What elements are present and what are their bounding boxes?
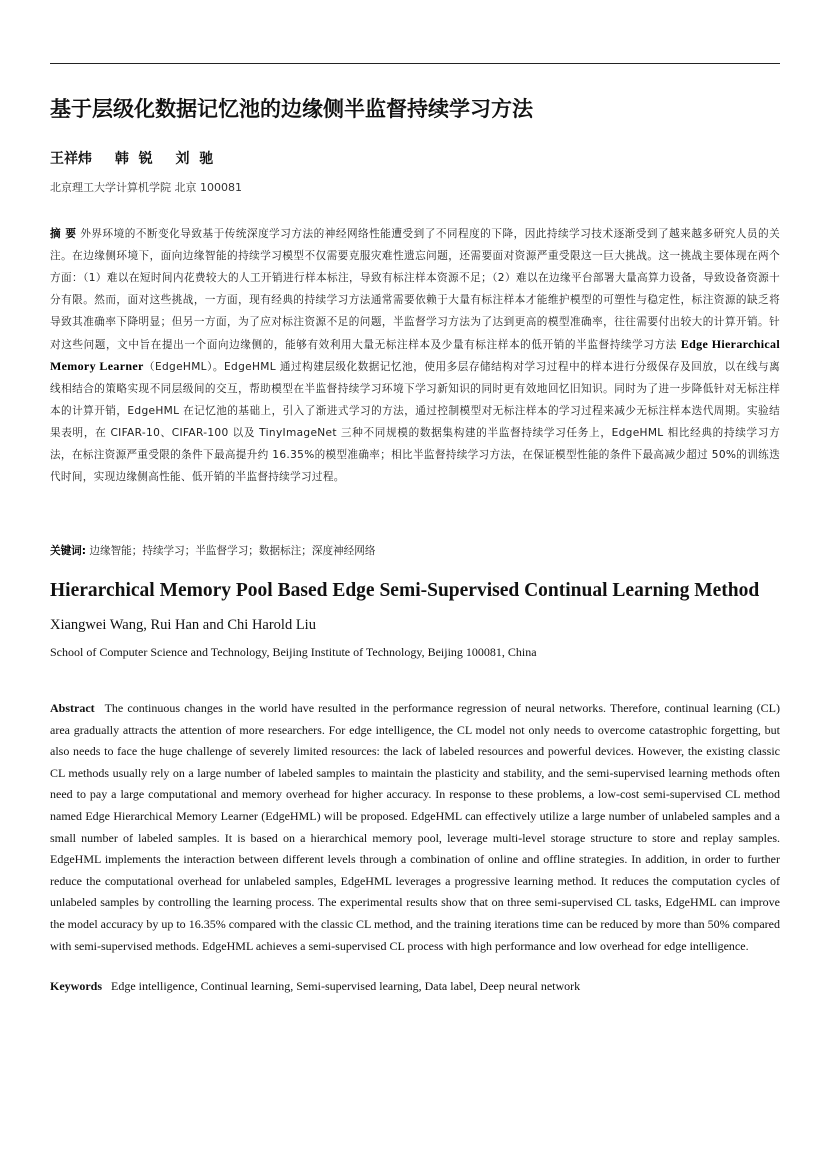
chinese-abstract-text-2: （EdgeHML）。EdgeHML 通过构建层级化数据记忆池，使用多层存储结构对学习过程中的样本进行分级保存及回放，以在线与离线相结合的策略实现不同层级间的交互，帮助模型在半监督持续学习环境下学习新知识的同时更有效地回忆旧知识。同时为了进一步降低针对无标注样本的计算开销，EdgeHML 在记忆池的基础上，引入了渐进式学习的方法，通过控制模型对无标注样本的学习过程来减少无标注样本迭代周期。实验结果表明，在 CIFAR-10、CIFAR-100 以及 TinyImageNet 三种不同规模的数据集构建的半监督持续学习任务上，EdgeHML 相比经典的持续学习方法，在标注资源严重受限的条件下最高提升约 16.35%的模型准确率；相比半监督持续学习方法，在保证模型性能的条件下最高减少超过 50%的训练迭代时间，实现边缘侧高性能、低开销的半监督持续学习过程。 — [50, 361, 781, 483]
chinese-authors — [50, 148, 231, 168]
chinese-abstract — [50, 224, 780, 489]
english-abstract-text: The continuous changes in the world have resulted in the performance regression of neural networks. Therefore, continual learning (CL) area gradually attracts the attention of more researchers. For edge intelligence, the CL model not only needs to overcome catastrophic forgetting, but also needs to face the huge challenge of severely limited resources: the lack of labeled resources and powerful devices. However, the existing classic CL methods usually rely on a large number of labeled samples to maintain the plasticity and stability, and the semi-supervised learning methods often need to pay a large computational and memory overhead for higher accuracy. In response to these problems, a low-cost semi-supervised CL method named Edge Hierarchical Memory Learner (EdgeHML) will be proposed. EdgeHML can effectively utilize a large number of unlabeled samples and a small number of labeled samples. It is based on a hierarchical memory pool, leverage multi-level storage structure to store and replay samples. EdgeHML implements the interaction between different levels through a combination of online and offline strategies. In addition, in order to further reduce the computational overhead for unlabeled samples, EdgeHML leverages a progressive learning method. It reduces the computation cycles of unlabeled samples by controlling the learning process. The experimental results show that on three semi-supervised CL tasks, EdgeHML can improve the model accuracy by up to 16.35% compared with the classic CL method, and the training iterations time can be reduced by more than 50% compared with semi-supervised methods. EdgeHML achieves a semi-supervised CL process with high performance and low overhead for edge intelligence. — [50, 701, 780, 953]
english-authors: Xiangwei Wang, Rui Han and Chi Harold Liu — [50, 617, 316, 633]
english-keywords — [50, 979, 580, 994]
author-1: 王祥炜 — [50, 151, 92, 167]
author-3: 刘 驰 — [175, 151, 214, 167]
header-rule — [50, 63, 780, 64]
chinese-title: 基于层级化数据记忆池的边缘侧半监督持续学习方法 — [50, 97, 533, 121]
chinese-affiliation: 北京理工大学计算机学院 北京 100081 — [50, 181, 242, 194]
chinese-abstract-label: 摘 要 — [50, 228, 77, 240]
english-abstract-label: Abstract — [50, 701, 95, 715]
chinese-abstract-text-1: 外界环境的不断变化导致基于传统深度学习方法的神经网络性能遭受到了不同程度的下降，因此持续学习技术逐渐受到了越来越多研究人员的关注。在边缘侧环境下，面向边缘智能的持续学习模型不仅需要克服灾难性遗忘问题，还需要面对资源严重受限这一巨大挑战。这一挑战主要体现在两个方面：（1）难以在短时间内花费较大的人工开销进行样本标注，导致有标注样本资源不足；（2）难以在边缘平台部署大量高算力设备，导致设备资源十分有限。然而，面对这些挑战，一方面，现有经典的持续学习方法通常需要依赖于大量有标注样本才能维护模型的可塑性与稳定性，标注资源的缺乏将导致其准确率下降明显；但另一方面，为了应对标注资源不足的问题，半监督学习方法为了达到更高的模型准确率，往往需要付出较大的计算开销。针对这些问题，文中旨在提出一个面向边缘侧的，能够有效利用大量无标注样本及少量有标注样本的低开销的半监督持续学习方法 — [50, 228, 781, 351]
english-keywords-label: Keywords — [50, 979, 102, 993]
english-keywords-text: Edge intelligence, Continual learning, Semi-supervised learning, Data label, Deep neural network — [111, 979, 581, 993]
english-abstract — [50, 698, 780, 957]
chinese-keywords — [50, 543, 375, 558]
chinese-keywords-label: 关键词: — [50, 545, 87, 557]
author-2: 韩 锐 — [114, 151, 153, 167]
english-affiliation: School of Computer Science and Technology, Beijing Institute of Technology, Beijing 100081, China — [50, 645, 537, 659]
english-title: Hierarchical Memory Pool Based Edge Semi-Supervised Continual Learning Method — [50, 580, 760, 601]
method-name: Edge Hierarchical Memory Learner — [50, 336, 780, 374]
chinese-keywords-text: 边缘智能；持续学习；半监督学习；数据标注；深度神经网络 — [89, 545, 376, 557]
